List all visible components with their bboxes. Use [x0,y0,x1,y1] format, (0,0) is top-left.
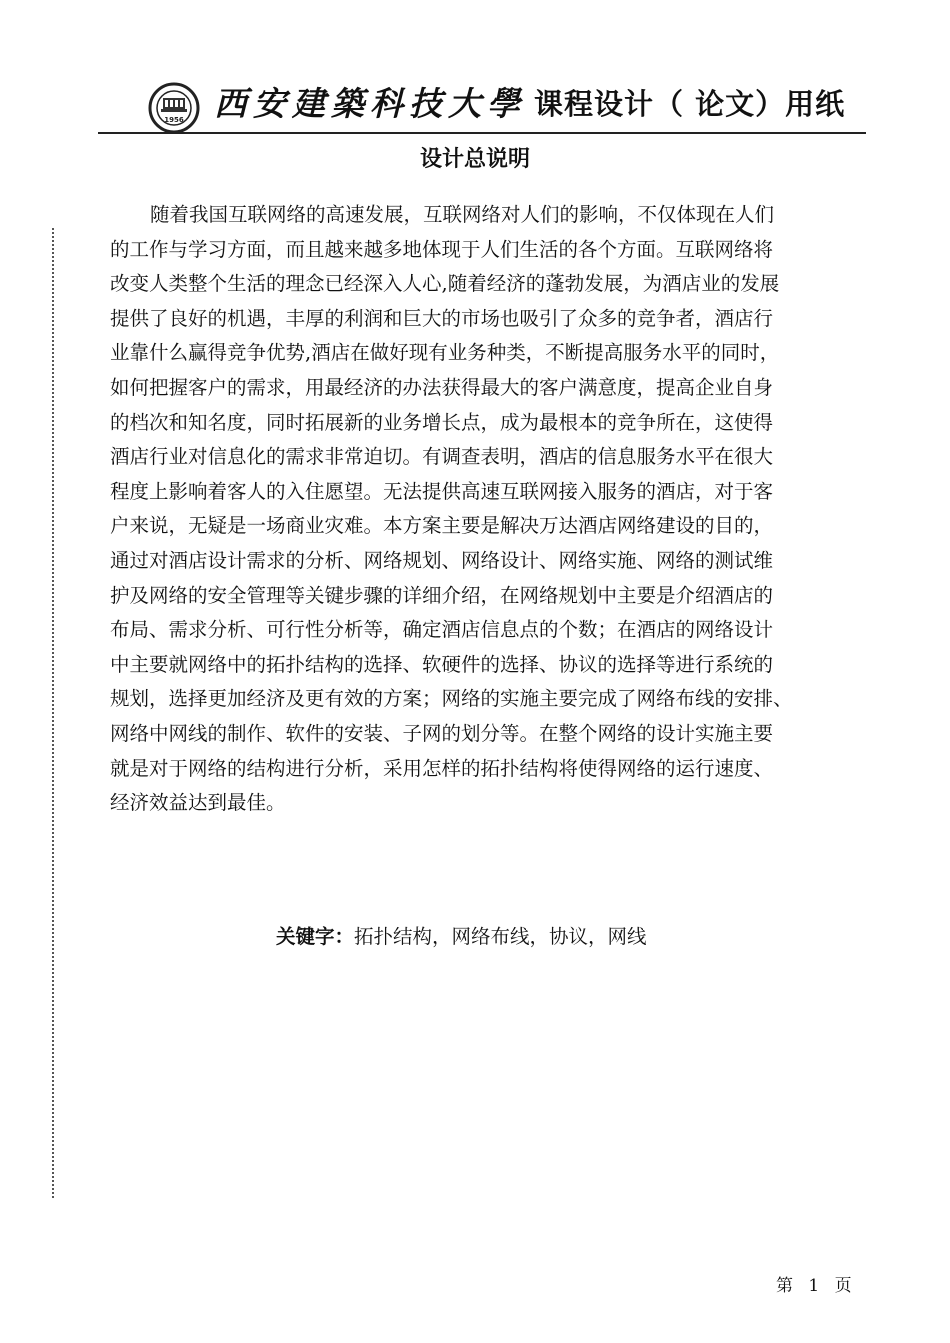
body-line: 布局、需求分析、可行性分析等，确定酒店信息点的个数；在酒店的网络设计 [110,618,774,642]
body-paragraph [110,198,858,821]
logo-year: 1956 [164,116,184,124]
keywords-label: 关键字： [276,925,355,948]
body-line: 规划，选择更加经济及更有效的方案；网络的实施主要完成了网络布线的安排、 [110,687,793,711]
body-line: 中主要就网络中的拓扑结构的选择、软硬件的选择、协议的选择等进行系统的 [110,652,774,676]
binding-margin-line [52,228,54,1198]
body-line: 酒店行业对信息化的需求非常迫切。有调查表明，酒店的信息服务水平在很大 [110,445,774,469]
university-seal-icon [148,82,200,134]
body-line: 业靠什么赢得竞争优势,酒店在做好现有业务种类，不断提高服务水平的同时， [110,341,780,365]
header-divider [98,132,866,134]
body-line: 就是对于网络的结构进行分析，采用怎样的拓扑结构将使得网络的运行速度、 [110,756,774,780]
university-name: 西安建築科技大學 [214,84,526,123]
body-line: 改变人类整个生活的理念已经深入人心,随着经济的蓬勃发展，为酒店业的发展 [110,272,780,296]
keywords-value: 拓扑结构，网络布线，协议，网线 [354,925,647,948]
body-line: 经济效益达到最佳。 [110,791,286,815]
page-title: 设计总说明 [419,147,530,172]
body-line: 户来说，无疑是一场商业灾难。本方案主要是解决万达酒店网络建设的目的， [110,514,774,538]
body-line: 的档次和知名度，同时拓展新的业务增长点，成为最根本的竞争所在，这使得 [110,410,774,434]
body-line: 通过对酒店设计需求的分析、网络规划、网络设计、网络实施、网络的测试维 [110,548,774,572]
paper-type-label: 课程设计（ 论文）用纸 [534,87,846,121]
keywords-line [276,922,647,952]
body-line: 随着我国互联网络的高速发展，互联网络对人们的影响，不仅体现在人们 [150,203,775,226]
body-line: 的工作与学习方面，而且越来越多地体现于人们生活的各个方面。互联网络将 [110,237,774,261]
body-line: 提供了良好的机遇，丰厚的利润和巨大的市场也吸引了众多的竞争者，酒店行 [110,306,774,330]
body-line: 护及网络的安全管理等关键步骤的详细介绍，在网络规划中主要是介绍酒店的 [110,583,774,607]
body-line: 如何把握客户的需求，用最经济的办法获得最大的客户满意度，提高企业自身 [110,375,774,399]
page-header [148,76,868,132]
page-number: 第 1 页 [776,1276,852,1296]
body-line: 程度上影响着客人的入住愿望。无法提供高速互联网接入服务的酒店，对于客 [110,479,774,503]
body-line: 网络中网线的制作、软件的安装、子网的划分等。在整个网络的设计实施主要 [110,721,774,745]
